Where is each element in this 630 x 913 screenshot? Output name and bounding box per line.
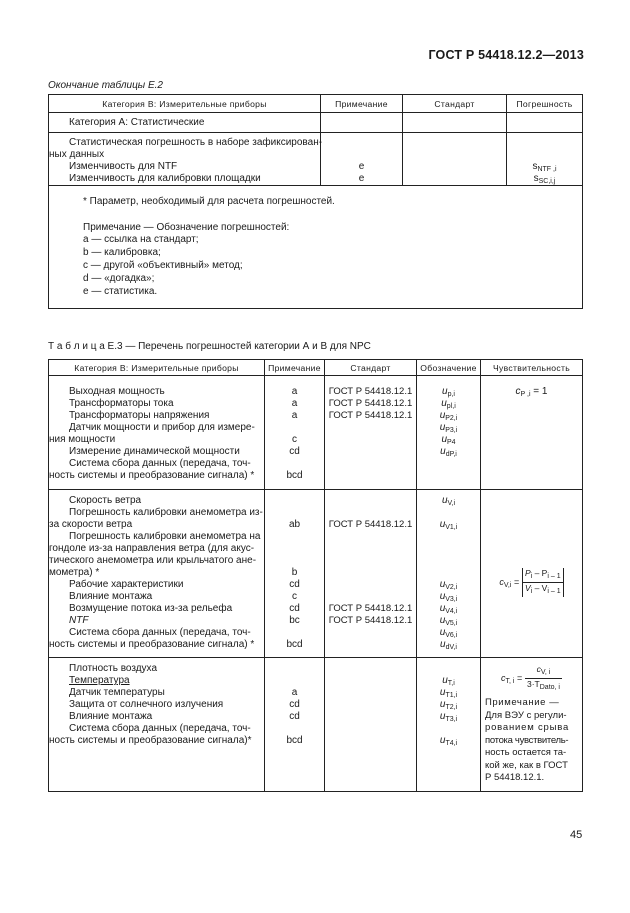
table-e2-end xyxy=(48,94,583,309)
table1-header-note: Примечание xyxy=(321,95,403,113)
table1-header-error: Погрешность xyxy=(507,95,583,113)
sensitivity-power: $c_{P ,i} = 1$ xyxy=(481,376,583,490)
uncertainty-symbol: $u_{V5,i}$ xyxy=(439,615,458,627)
row-label: ных данных xyxy=(49,149,105,160)
sensitivity-note: Примечание — Для ВЭУ с регули- рованием срыва потока чувствитель- ность остается та- кой же, как в ГОСТ Р 54418.12.1. xyxy=(485,697,570,783)
error-symbol: $s_{NTF ,i}$ xyxy=(532,161,557,173)
uncertainty-symbol: $u_{V4,i}$ xyxy=(439,603,458,615)
uncertainty-symbol: $u_{p,i}$ xyxy=(442,386,455,398)
uncertainty-symbol: $u_{V2,i}$ xyxy=(439,579,458,591)
table2-header-sensitivity: Чувствительность xyxy=(481,360,583,376)
uncertainty-symbol: $u_{dV,i}$ xyxy=(440,639,457,651)
table2-group-density: Плотность воздуха Температура Датчик температуры Защита от солнечного излучения Влияние монтажа Система сбора данных (передача, точ- ность системы и преобразование сигнала)* a cd cd bcd $u_{T,i}$ $u_{T1,i}$ $u_{T2,i}$ $u_{T3,i}$ $u_{T4,i}$ $c_{T, i}$ = $\frac{c_{V, i}}{3\cdot T_{Dato, i}}$ Примечание — Для ВЭУ с регули- рованием срыва потока чувствитель- ность остается та- кой же, как в ГОСТ Р 54418.12.1. xyxy=(49,658,583,792)
sensitivity-fraction: $\frac{c_{V, i}}{3\cdot T_{Dato, i}}$ xyxy=(527,664,560,691)
table2-header-category: Категория В: Измерительные приборы xyxy=(49,360,265,376)
uncertainty-symbol: $u_{P3,i}$ xyxy=(439,422,458,434)
uncertainty-symbol: $u_{T2,i}$ xyxy=(439,699,458,711)
uncertainty-symbol: $u_{pl,i}$ xyxy=(441,398,456,410)
note-value: e xyxy=(358,173,365,184)
table1-row xyxy=(49,133,583,186)
table2-header-note: Примечание xyxy=(265,360,325,376)
uncertainty-symbol: $u_{V6,i}$ xyxy=(439,627,458,639)
uncertainty-symbol: $u_{T4,i}$ xyxy=(439,735,458,747)
table2-group-power: Выходная мощность Трансформаторы тока Трансформаторы напряжения Датчик мощности и прибор для измере- ния мощности Измерение динамической мощности Система сбора данных (передача, точ- ность системы и преобразование сигнала) * a a a c cd bcd ГОСТ Р 54418.12.1 ГОСТ Р 54418.12.1 ГОСТ Р 54418.12.1 $u_{p,i}$ $u_{pl,i}$ $u_{P2,i}$ $u_{P3,i}$ $u_{P4}$ $u_{dP,i}$ $c_{P ,i} = 1$ xyxy=(49,376,583,490)
uncertainty-symbol: $u_{V3,i}$ xyxy=(439,591,458,603)
uncertainty-symbol: $u_{V,i}$ xyxy=(441,495,456,507)
table2-header-symbol: Обозначение xyxy=(417,360,481,376)
page-number: 45 xyxy=(570,829,583,841)
uncertainty-symbol: $u_{T3,i}$ xyxy=(439,711,458,723)
uncertainty-symbol: $u_{T,i}$ xyxy=(442,675,455,687)
table1-category-a-row xyxy=(49,113,583,133)
note-value: e xyxy=(358,161,365,172)
table-e3 xyxy=(48,359,583,792)
table1-footnote: * Параметр, необходимый для расчета погрешностей. Примечание — Обозначение погрешностей: а — ссылка на стандарт; b — калибровка; c — другой «объективный» метод; d — «догадка»; e — статистика. xyxy=(49,186,583,309)
sensitivity-fraction: $\frac{P_i - P_{i - 1}}{V_i - V_{i - 1}}$ xyxy=(522,568,564,597)
standard-header: ГОСТ Р 54418.12.2—2013 xyxy=(428,48,584,62)
table1-caption: Окончание таблицы Е.2 xyxy=(48,80,163,91)
row-label: Изменчивость для NTF xyxy=(69,161,178,172)
uncertainty-symbol: $u_{P2,i}$ xyxy=(439,410,458,422)
row-label: Изменчивость для калибровки площадки xyxy=(69,173,261,184)
table2-header-row xyxy=(49,360,583,376)
table2-caption: Т а б л и ц а Е.3 — Перечень погрешностей категории А и В для NPC xyxy=(48,341,371,352)
uncertainty-symbol: $u_{P4}$ xyxy=(441,434,456,446)
error-symbol: $s_{SC,i,j}$ xyxy=(533,173,556,185)
table2-group-wind: Скорость ветра Погрешность калибровки анемометра из- за скорости ветра Погрешность калибровки анемометра на гондоле из-за направления ветра (для акус- тического анемометра или крыльчатого ане- мометра) * Рабочие характеристики Влияние монтажа Возмущение потока из-за рельефа NTF Система сбора данных (передача, точ- ность системы и преобразование сигнала) * ab b cd c cd bc bcd ГОСТ Р 54418.12.1 ГОСТ Р 54418.12.1 ГОСТ Р 54418.12.1 $u_{V,i}$ $u_{V1,i}$ $u_{V2,i}$ $u_{V3,i}$ $u_{V4,i}$ $u_{V5,i}$ $u_{V6,i}$ $u_{dV,i}$ $c_{V,i}$ = $\frac{P_i - P_{i - 1}}{V_i - V_{i - 1}}$ xyxy=(49,490,583,658)
sensitivity-wind: $c_{V,i}$ = $\frac{P_i - P_{i - 1}}{V_i - V_{i - 1}}$ xyxy=(481,490,583,658)
table1-header-row xyxy=(49,95,583,113)
sensitivity-density: $c_{T, i}$ = $\frac{c_{V, i}}{3\cdot T_{Dato, i}}$ Примечание — Для ВЭУ с регули- рованием срыва потока чувствитель- ность остается та- кой же, как в ГОСТ Р 54418.12.1. xyxy=(481,658,583,792)
table1-header-standard: Стандарт xyxy=(403,95,507,113)
uncertainty-symbol: $u_{T1,i}$ xyxy=(439,687,458,699)
table1-header-category: Категория В: Измерительные приборы xyxy=(49,95,321,113)
uncertainty-symbol: $u_{V1,i}$ xyxy=(439,519,458,531)
table1-footnote-row xyxy=(49,186,583,309)
category-a-label: Категория А: Статистические xyxy=(49,113,321,133)
uncertainty-symbol: $u_{dP,i}$ xyxy=(440,446,457,458)
row-label: Статистическая погрешность в наборе зафиксирован- xyxy=(69,137,323,148)
table2-header-standard: Стандарт xyxy=(325,360,417,376)
